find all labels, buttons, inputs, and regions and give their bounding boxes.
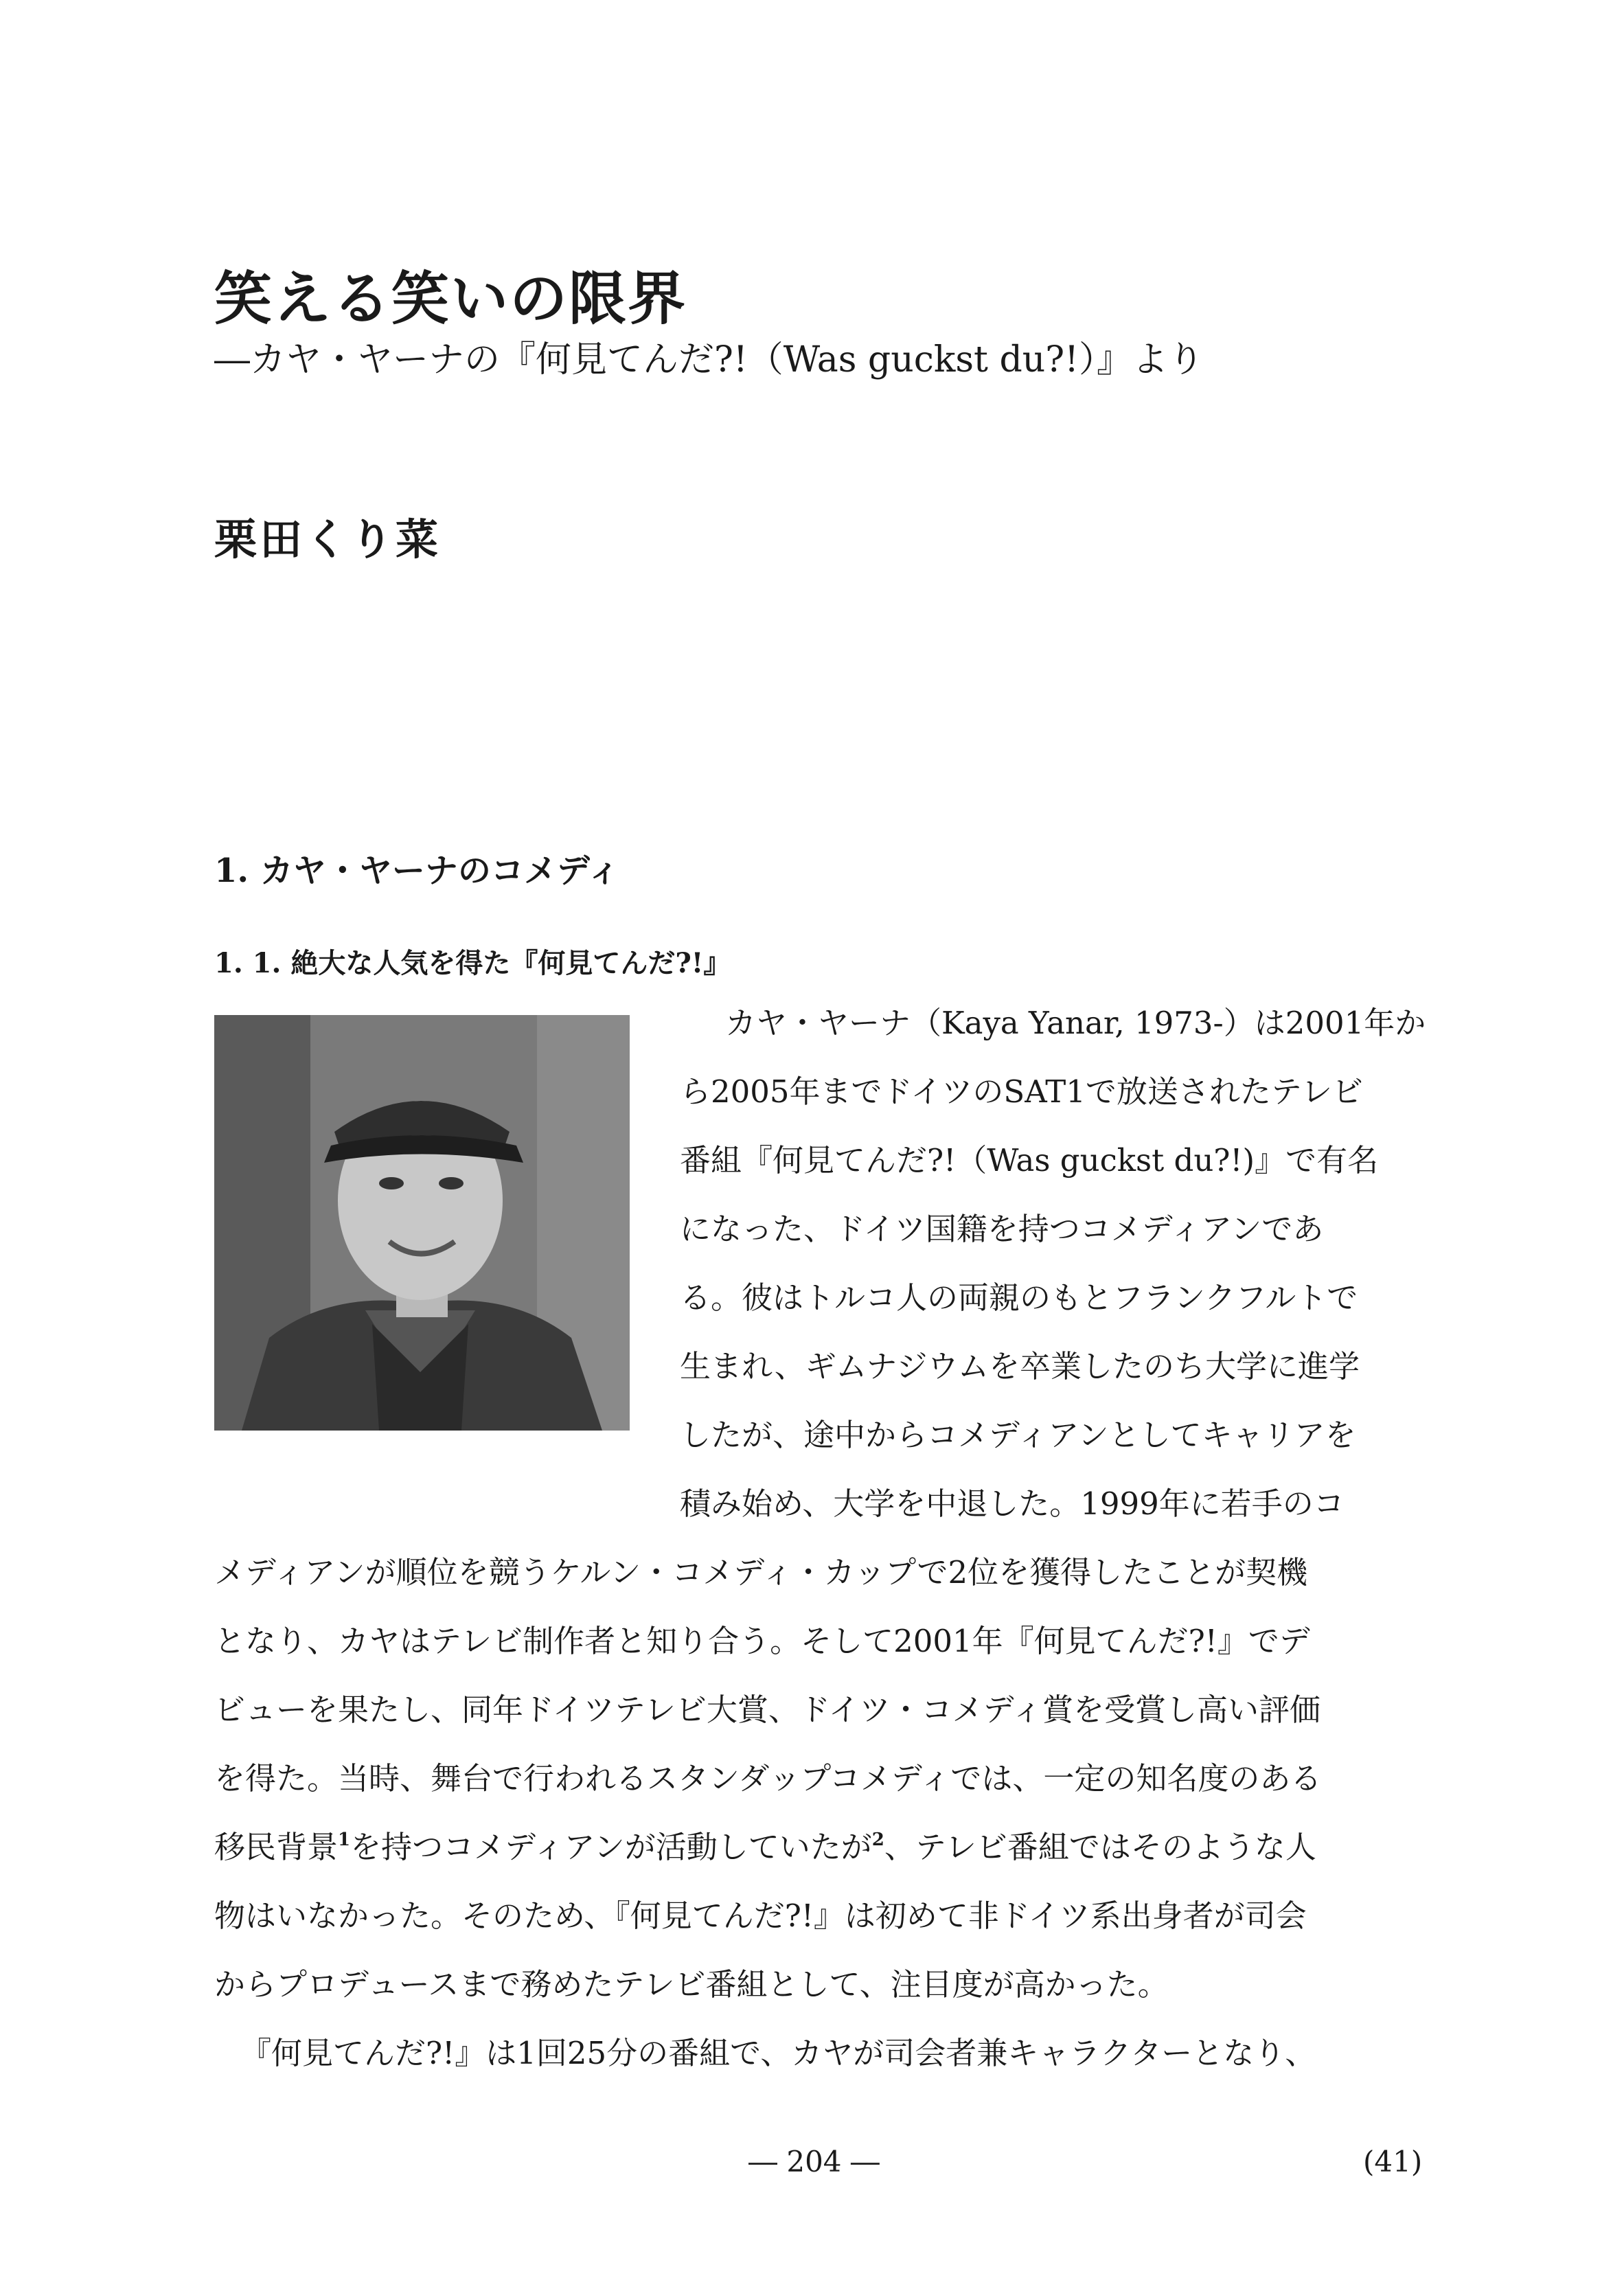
body-text-line: 番組『何見てんだ?!（Was guckst du?!)』で有名	[680, 1142, 1379, 1178]
subsection-heading: 1. 1. 絶大な人気を得た『何見てんだ?!』	[214, 947, 731, 979]
body-text-line: ビューを果たし、同年ドイツテレビ大賞、ドイツ・コメディ賞を受賞し高い評価	[214, 1692, 1321, 1728]
body-text-line: になった、ドイツ国籍を持つコメディアンであ	[680, 1211, 1324, 1247]
article-subtitle: ―カヤ・ヤーナの『何見てんだ?!（Was guckst du?!）』より	[214, 339, 1204, 380]
body-text-line: したが、途中からコメディアンとしてキャリアを	[680, 1417, 1356, 1453]
body-text-fragment: 、テレビ番組ではそのような人	[884, 1829, 1316, 1865]
body-text-line: 『何見てんだ?!』は1回25分の番組で、カヤが司会者兼キャラクターとなり、	[240, 2035, 1316, 2071]
body-text-line: となり、カヤはテレビ制作者と知り合う。そして2001年『何見てんだ?!』でデ	[214, 1623, 1310, 1659]
body-text-line: 生まれ、ギムナジウムを卒業したのち大学に進学	[680, 1348, 1360, 1385]
footnote-marker-2[interactable]: 2	[871, 1830, 884, 1850]
portrait-photo	[214, 1015, 630, 1431]
body-text-line: からプロデュースまで務めたテレビ番組として、注目度が高かった。	[214, 1966, 1169, 2003]
body-text-line: カヤ・ヤーナ（Kaya Yanar, 1973-）は2001年か	[725, 1005, 1426, 1041]
original-page-number: (41)	[1363, 2145, 1423, 2178]
footnote-marker-1[interactable]: 1	[338, 1830, 351, 1850]
body-text-line: を得た。当時、舞台で行われるスタンダップコメディでは、一定の知名度のある	[214, 1760, 1322, 1797]
body-text-fragment: を持つコメディアンが活動していたが	[350, 1829, 872, 1865]
article-title: 笑える笑いの限界	[214, 264, 687, 332]
body-text-line: 物はいなかった。そのため、『何見てんだ?!』は初めて非ドイツ系出身者が司会	[214, 1898, 1307, 1934]
body-text-line: る。彼はトルコ人の両親のもとフランクフルトで	[680, 1279, 1358, 1316]
body-text-line: メディアンが順位を競うケルン・コメディ・カップで2位を獲得したことが契機	[214, 1554, 1308, 1591]
section-heading: 1. カヤ・ヤーナのコメディ	[214, 852, 620, 890]
body-text-line: ら2005年までドイツのSAT1で放送されたテレビ	[680, 1073, 1363, 1110]
portrait-illustration	[214, 1015, 630, 1431]
author-name: 栗田くり菜	[214, 514, 442, 565]
page-number: ― 204 ―	[748, 2145, 880, 2178]
body-text-line	[214, 1827, 1316, 1868]
body-text-fragment: 移民背景	[214, 1829, 339, 1865]
body-text-line: 積み始め、大学を中退した。1999年に若手のコ	[680, 1485, 1345, 1522]
